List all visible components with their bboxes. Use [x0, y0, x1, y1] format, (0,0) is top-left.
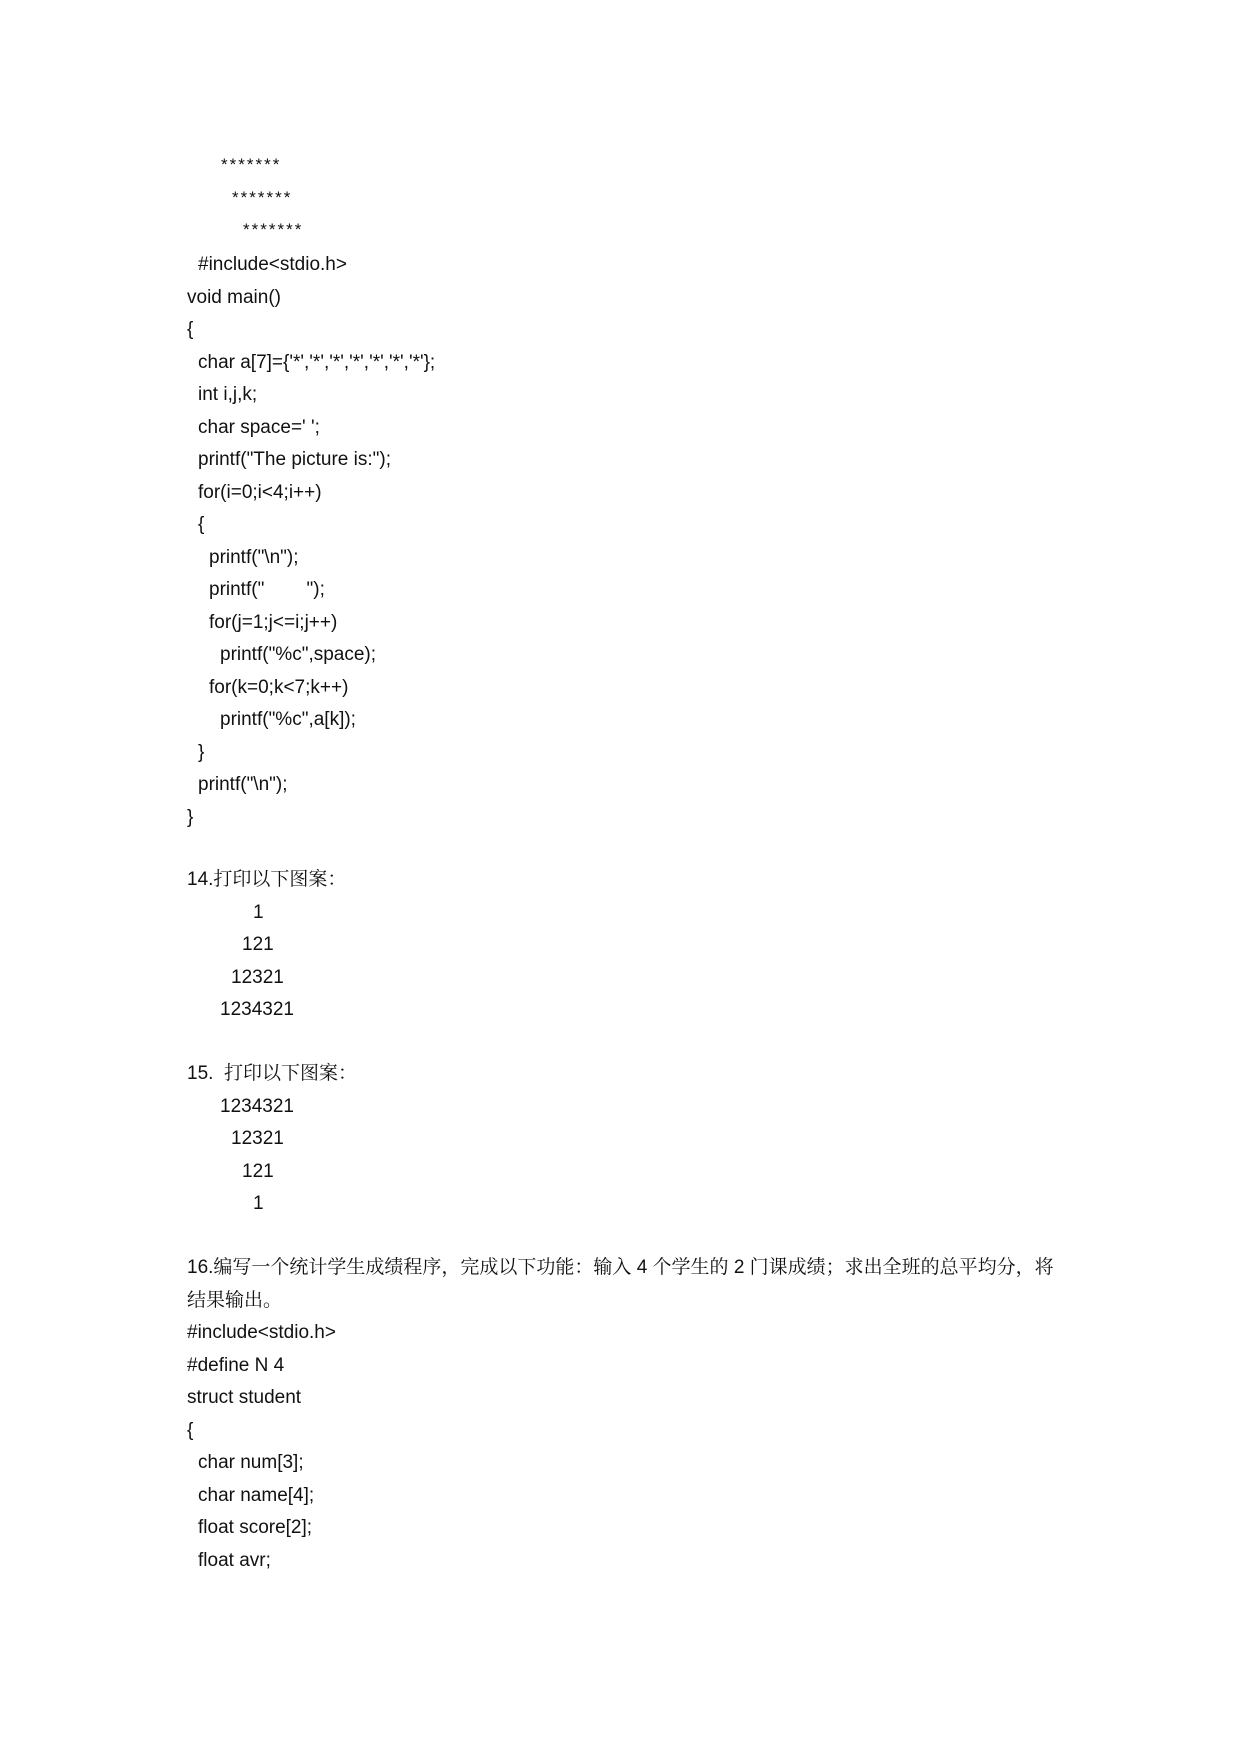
- code-line: float score[2];: [198, 1517, 313, 1538]
- number-pattern-row: 1: [253, 902, 264, 923]
- code-line: void main(): [187, 287, 281, 308]
- number-pattern-row: 1234321: [220, 999, 294, 1020]
- pattern-row-3: *******: [243, 220, 304, 239]
- code-line: int i,j,k;: [198, 384, 258, 405]
- number-pattern-row: 1234321: [220, 1096, 294, 1117]
- code-line: #include<stdio.h>: [187, 1322, 336, 1343]
- code-line: char name[4];: [198, 1485, 315, 1506]
- code-line: for(i=0;i<4;i++): [198, 482, 322, 503]
- code-line: float avr;: [198, 1550, 271, 1571]
- code-line: }: [198, 742, 205, 763]
- question-16-title: 16.编写一个统计学生成绩程序，完成以下功能：输入 4 个学生的 2 门课成绩；求出全班的总平均分，将结果输出。: [187, 1257, 1054, 1311]
- number-pattern-row: 121: [242, 934, 274, 955]
- number-pattern-row: 121: [242, 1161, 274, 1182]
- code-line: #include<stdio.h>: [198, 254, 347, 275]
- code-line: printf("%c",a[k]);: [220, 709, 356, 730]
- question-14-title: 14.打印以下图案：: [187, 869, 347, 890]
- code-line: }: [187, 807, 194, 828]
- number-pattern-row: 12321: [231, 1128, 284, 1149]
- code-line: printf("\n");: [209, 547, 299, 568]
- pattern-row-2: *******: [232, 188, 293, 207]
- code-line: printf("%c",space);: [220, 644, 377, 665]
- code-line: char num[3];: [198, 1452, 304, 1473]
- code-line: struct student: [187, 1387, 302, 1408]
- code-line: char space=' ';: [198, 417, 320, 438]
- code-line: for(k=0;k<7;k++): [209, 677, 349, 698]
- code-line: {: [187, 1420, 194, 1441]
- code-line: char a[7]={'*','*','*','*','*','*','*'};: [198, 352, 436, 373]
- number-pattern-row: 12321: [231, 967, 284, 988]
- number-pattern-row: 1: [253, 1193, 264, 1214]
- code-line: printf(" ");: [209, 579, 325, 600]
- question-15-title: 15. 打印以下图案：: [187, 1063, 357, 1084]
- code-line: {: [187, 319, 194, 340]
- code-line: for(j=1;j<=i;j++): [209, 612, 338, 633]
- code-line: printf("\n");: [198, 774, 288, 795]
- code-line: printf("The picture is:");: [198, 449, 391, 470]
- code-line: {: [198, 514, 205, 535]
- code-line: #define N 4: [187, 1355, 285, 1376]
- pattern-row-1: *******: [221, 155, 282, 174]
